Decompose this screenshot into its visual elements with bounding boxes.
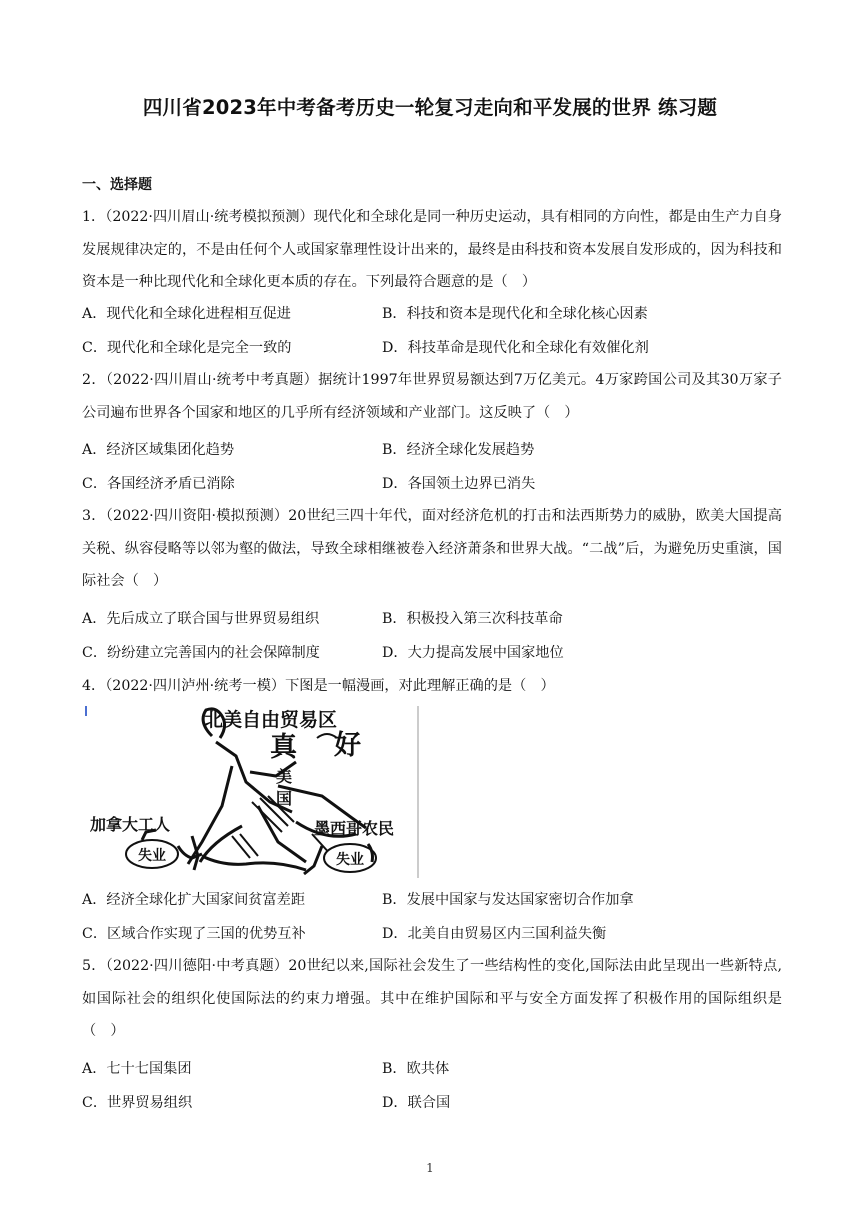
cartoon-image bbox=[82, 706, 420, 878]
cartoon-left-sign-text: 失业 bbox=[138, 848, 166, 864]
question-5-option-d[interactable]: D．联合国 bbox=[382, 1095, 451, 1111]
question-1-text: 1．（2022·四川眉山·统考模拟预测）现代化和全球化是同一种历史运动，具有相同的方向性，都是由生产力自身发展规律决定的，不是由任何个人或国家靠理性设计出来的，最终是由科技和资本发展自发形成的，因为科技和资本是一种比现代化和全球化更本质的存在。下列最符合题意的是（ ） bbox=[82, 209, 782, 290]
question-5-option-a[interactable]: A．七十七国集团 bbox=[82, 1061, 192, 1077]
question-4-option-b[interactable]: B．发展中国家与发达国家密切合作加拿 bbox=[382, 892, 634, 908]
question-3-option-a[interactable]: A．先后成立了联合国与世界贸易组织 bbox=[82, 611, 320, 627]
question-4-option-c[interactable]: C．区域合作实现了三国的优势互补 bbox=[82, 926, 306, 942]
question-3-option-b[interactable]: B．积极投入第三次科技革命 bbox=[382, 611, 563, 627]
page-title: 四川省2023年中考备考历史一轮复习走向和平发展的世界 练习题 bbox=[142, 96, 718, 119]
question-5-option-b[interactable]: B．欧共体 bbox=[382, 1061, 450, 1077]
cartoon-right-label: 墨西哥农民 bbox=[314, 819, 395, 838]
question-2-option-a[interactable]: A．经济区域集团化趋势 bbox=[82, 442, 235, 458]
question-1-option-d[interactable]: D．科技革命是现代化和全球化有效催化剂 bbox=[382, 340, 649, 356]
page-number: 1 bbox=[426, 1161, 434, 1175]
cartoon-right-sign-text: 失业 bbox=[336, 852, 364, 868]
question-3-text: 3．（2022·四川资阳·模拟预测）20世纪三四十年代，面对经济危机的打击和法西斯势力的威胁，欧美大国提高关税、纵容侵略等以邻为壑的做法，导致全球相继被卷入经济萧条和世界大战。“二战”后，为避免历史重演，国际社会（ ） bbox=[82, 508, 782, 589]
cartoon-speech-1: 真 bbox=[270, 732, 297, 763]
question-2-text: 2．（2022·四川眉山·统考中考真题）据统计1997年世界贸易额达到7万亿美元。4万家跨国公司及其30万家子公司遍布世界各个国家和地区的几乎所有经济领域和产业部门。这反映了（ ） bbox=[82, 372, 782, 421]
question-3-option-c[interactable]: C．纷纷建立完善国内的社会保障制度 bbox=[82, 645, 320, 661]
cartoon-top-label: 北美自由贸易区 bbox=[204, 709, 338, 731]
question-4-option-d[interactable]: D．北美自由贸易区内三国利益失衡 bbox=[382, 926, 607, 942]
question-1-option-c[interactable]: C．现代化和全球化是完全一致的 bbox=[82, 340, 292, 356]
question-1-option-b[interactable]: B．科技和资本是现代化和全球化核心因素 bbox=[382, 306, 648, 322]
question-2-option-b[interactable]: B．经济全球化发展趋势 bbox=[382, 442, 535, 458]
cartoon-speech-2: 好 bbox=[334, 730, 361, 761]
section-heading: 一、选择题 bbox=[82, 177, 152, 193]
question-1-option-a[interactable]: A．现代化和全球化进程相互促进 bbox=[82, 306, 291, 322]
question-5-option-c[interactable]: C．世界贸易组织 bbox=[82, 1095, 193, 1111]
question-3-option-d[interactable]: D．大力提高发展中国家地位 bbox=[382, 645, 564, 661]
question-5-text: 5．（2022·四川德阳·中考真题）20世纪以来,国际社会发生了一些结构性的变化,国际法由此呈现出一些新特点,如国际社会的组织化使国际法的约束力增强。其中在维护国际和平与安全方面发挥了积极作用的国际组织是（ ） bbox=[82, 958, 782, 1039]
cartoon-left-label: 加拿大工人 bbox=[90, 815, 171, 834]
cartoon-center-label-2: 国 bbox=[276, 789, 293, 808]
question-4-option-a[interactable]: A．经济全球化扩大国家间贫富差距 bbox=[82, 892, 306, 908]
cartoon-center-label-1: 美 bbox=[276, 767, 293, 786]
question-2-option-d[interactable]: D．各国领土边界已消失 bbox=[382, 476, 536, 492]
question-4-text: 4．（2022·四川泸州·统考一模）下图是一幅漫画，对此理解正确的是（ ） bbox=[82, 678, 555, 694]
question-2-option-c[interactable]: C．各国经济矛盾已消除 bbox=[82, 476, 235, 492]
